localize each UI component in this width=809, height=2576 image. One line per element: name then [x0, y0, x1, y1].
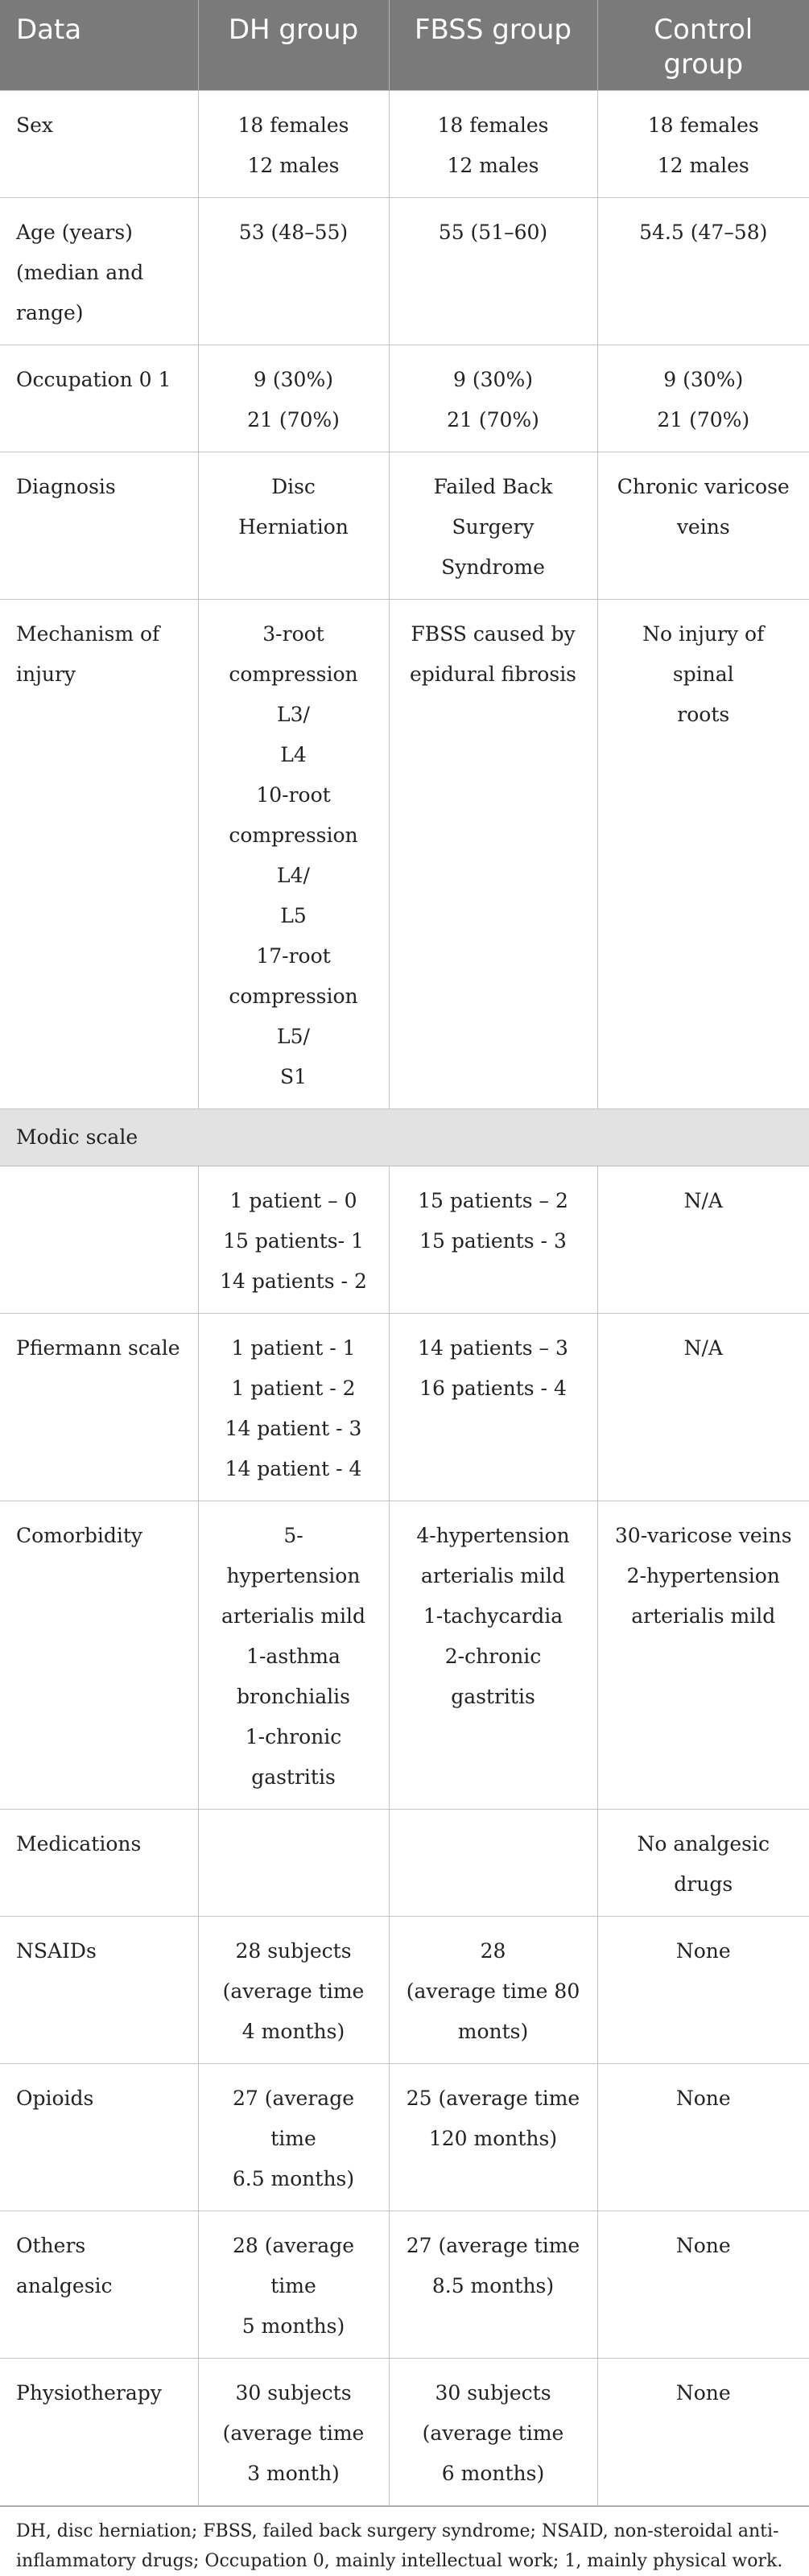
cell-line: S1 — [279, 1064, 308, 1088]
cell-control — [597, 2063, 809, 2211]
cell-control — [597, 1501, 809, 1809]
cell-line: 25 (average time — [406, 2086, 580, 2110]
cell-line: compression L5/ — [229, 984, 358, 1048]
cell-line: 30-varicose veins — [614, 1523, 792, 1547]
cell-label — [0, 1166, 198, 1313]
cell-line: range) — [16, 300, 84, 324]
cell-fbss — [389, 452, 597, 599]
cell-line: None — [675, 2380, 731, 2405]
cell-line: 21 (70%) — [657, 407, 750, 431]
cell-line: 14 patient - 4 — [225, 1456, 362, 1480]
header-dh-group: DH group — [198, 0, 389, 90]
header-data: Data — [0, 0, 198, 90]
cell-control — [597, 1916, 809, 2063]
cell-line: 1 patient - 1 — [231, 1335, 356, 1360]
cell-line: 5 months) — [241, 2314, 345, 2338]
cell-line: roots — [677, 702, 730, 726]
cell-line: 28 subjects — [235, 1938, 352, 1963]
cell-line: FBSS caused by — [411, 621, 576, 646]
cell-line: 14 patient - 3 — [225, 1416, 362, 1440]
cell-line: No analgesic drugs — [637, 1831, 770, 1896]
cell-line: Comorbidity — [16, 1523, 143, 1547]
cell-line: 3 month) — [247, 2461, 340, 2485]
cell-line: (average time — [222, 2421, 365, 2445]
cell-line: 27 (average time — [406, 2233, 580, 2257]
cell-line: 28 (average time — [233, 2233, 354, 2297]
table-row — [0, 1916, 809, 2063]
cell-line: None — [675, 2233, 731, 2257]
cell-line: 21 (70%) — [447, 407, 539, 431]
cell-line: 16 patients - 4 — [419, 1376, 567, 1400]
cell-dh — [198, 599, 389, 1108]
header-row — [0, 0, 809, 90]
cell-dh — [198, 1166, 389, 1313]
cell-line: 30 subjects — [435, 2380, 551, 2405]
cell-line: 10-root — [256, 782, 331, 807]
cell-dh — [198, 2063, 389, 2211]
cell-line: 54.5 (47–58) — [639, 220, 768, 244]
cell-fbss — [389, 90, 597, 197]
cell-line: 3-root — [262, 621, 324, 646]
cell-label — [0, 90, 198, 197]
cell-dh — [198, 197, 389, 345]
cell-line: Sex — [16, 113, 54, 137]
cell-dh — [198, 2358, 389, 2505]
section-row — [0, 1108, 809, 1166]
cell-line: 6.5 months) — [232, 2166, 355, 2190]
cell-line: 9 (30%) — [254, 367, 333, 391]
cell-line: None — [675, 1938, 731, 1963]
cell-control — [597, 2358, 809, 2505]
cell-line: 21 (70%) — [247, 407, 340, 431]
cell-line: arterialis mild — [221, 1604, 366, 1628]
cell-line: Disc Herniation — [238, 474, 349, 539]
header-fbss-group: FBSS group — [389, 0, 597, 90]
cell-label — [0, 2211, 198, 2358]
cell-line: 12 males — [447, 153, 539, 177]
cell-line: 15 patients - 3 — [419, 1228, 567, 1253]
table-row — [0, 452, 809, 599]
cell-dh — [198, 452, 389, 599]
cell-line: NSAIDs — [16, 1938, 97, 1963]
cell-line: Physiotherapy — [16, 2380, 162, 2405]
cell-line: L4 — [280, 742, 307, 766]
cell-label — [0, 1916, 198, 2063]
cell-fbss — [389, 599, 597, 1108]
cell-control — [597, 599, 809, 1108]
cell-label — [0, 2063, 198, 2211]
cell-line: 15 patients – 2 — [418, 1188, 568, 1212]
cell-line: Occupation 0 1 — [16, 367, 171, 391]
cell-line: 12 males — [247, 153, 340, 177]
cell-control — [597, 345, 809, 452]
cell-line: 53 (48–55) — [238, 220, 349, 244]
cell-fbss — [389, 2211, 597, 2358]
cell-label — [0, 197, 198, 345]
cell-line: 4-hypertension — [416, 1523, 570, 1547]
cell-line: 30 subjects — [235, 2380, 352, 2405]
cell-line: veins — [676, 514, 730, 539]
cell-label — [0, 1809, 198, 1916]
table-row — [0, 345, 809, 452]
cell-line: monts) — [457, 2019, 529, 2043]
cell-line: None — [675, 2086, 731, 2110]
cell-control — [597, 452, 809, 599]
cell-line: N/A — [683, 1188, 723, 1212]
cell-line: 1-tachycardia — [423, 1604, 563, 1628]
cell-line: 12 males — [657, 153, 749, 177]
cell-line: Surgery Syndrome — [441, 514, 545, 579]
cell-line: (median and — [16, 260, 144, 284]
cell-control — [597, 1166, 809, 1313]
table-row — [0, 1166, 809, 1313]
cell-line: Age (years) — [16, 220, 133, 244]
cell-line: 14 patients - 2 — [220, 1269, 367, 1293]
cell-line: (average time — [222, 1979, 365, 2003]
cell-line: (average time 80 — [406, 1979, 580, 2003]
cell-dh — [198, 345, 389, 452]
cell-dh — [198, 90, 389, 197]
cell-line: 17-root — [256, 943, 331, 968]
cell-fbss — [389, 1166, 597, 1313]
cell-control — [597, 2211, 809, 2358]
cell-control — [597, 1809, 809, 1916]
cell-label — [0, 1501, 198, 1809]
cell-dh — [198, 1501, 389, 1809]
cell-line: Chronic varicose — [617, 474, 790, 498]
cell-line: 15 patients- 1 — [223, 1228, 364, 1253]
cell-line: 1 patient – 0 — [229, 1188, 357, 1212]
cell-line: 28 — [480, 1938, 506, 1963]
cell-line: 18 females — [237, 113, 349, 137]
cell-line: analgesic — [16, 2273, 113, 2297]
cell-line: Others — [16, 2233, 86, 2257]
cell-fbss — [389, 1313, 597, 1501]
cell-line: Pfiermann scale — [16, 1335, 180, 1360]
table-row — [0, 2211, 809, 2358]
cell-label — [0, 345, 198, 452]
cell-line: 6 months) — [441, 2461, 545, 2485]
cell-line: arterialis mild — [420, 1563, 566, 1587]
cell-line: Mechanism of — [16, 621, 160, 646]
cell-line: gastritis — [251, 1765, 336, 1789]
cell-fbss — [389, 2358, 597, 2505]
cell-line: compression L3/ — [229, 662, 358, 726]
cell-line: 1-asthma — [246, 1644, 341, 1668]
cell-line: 9 (30%) — [453, 367, 533, 391]
cell-line: 1 patient - 2 — [231, 1376, 356, 1400]
cell-line: Opioids — [16, 2086, 94, 2110]
cell-control — [597, 197, 809, 345]
cell-line: 2-hypertension — [626, 1563, 780, 1587]
cell-line: Diagnosis — [16, 474, 116, 498]
cell-line: 14 patients – 3 — [418, 1335, 568, 1360]
cell-line: arterialis mild — [631, 1604, 776, 1628]
cell-label — [0, 599, 198, 1108]
table-header — [0, 0, 809, 90]
cell-line: 1-chronic — [245, 1724, 342, 1748]
cell-line: No injury of spinal — [642, 621, 765, 686]
table-row — [0, 1501, 809, 1809]
cell-line: compression L4/ — [229, 823, 358, 887]
table-body — [0, 90, 809, 2505]
cell-dh — [198, 2211, 389, 2358]
cell-dh — [198, 1916, 389, 2063]
cell-line: 8.5 months) — [431, 2273, 555, 2297]
cell-line: 27 (average time — [233, 2086, 354, 2150]
cell-fbss — [389, 1501, 597, 1809]
cell-dh — [198, 1313, 389, 1501]
cell-line: 55 (51–60) — [438, 220, 548, 244]
cell-line: 2-chronic gastritis — [444, 1644, 542, 1708]
cell-fbss — [389, 1916, 597, 2063]
table-footnote: DH, disc herniation; FBSS, failed back surgery syndrome; NSAID, non-steroidal anti-inflammatory drugs; Occupation 0, mainly intellectual work; 1, mainly physical work. — [0, 2506, 809, 2576]
cell-line: 4 months) — [241, 2019, 345, 2043]
cell-dh — [198, 1809, 389, 1916]
cell-line: Failed Back — [433, 474, 553, 498]
table-row — [0, 1313, 809, 1501]
table-row — [0, 1809, 809, 1916]
cell-line: epidural fibrosis — [409, 662, 577, 686]
cell-line: 9 (30%) — [663, 367, 744, 391]
cell-line: Medications — [16, 1831, 142, 1856]
table-row — [0, 197, 809, 345]
cell-fbss — [389, 197, 597, 345]
section-title: Modic scale — [0, 1108, 809, 1166]
cell-line: N/A — [683, 1335, 723, 1360]
cell-line: 120 months) — [428, 2126, 558, 2150]
header-control-group: Control group — [597, 0, 809, 90]
cell-fbss — [389, 345, 597, 452]
cell-label — [0, 452, 198, 599]
cell-line: bronchialis — [237, 1684, 350, 1708]
table-row — [0, 90, 809, 197]
cell-line: injury — [16, 662, 76, 686]
cell-label — [0, 2358, 198, 2505]
table-row — [0, 599, 809, 1108]
cell-line: L5 — [280, 903, 307, 927]
cell-fbss — [389, 2063, 597, 2211]
cell-control — [597, 90, 809, 197]
cell-fbss — [389, 1809, 597, 1916]
cell-line: 5- hypertension — [226, 1523, 361, 1587]
table-row — [0, 2358, 809, 2505]
cell-label — [0, 1313, 198, 1501]
cell-line: 18 females — [437, 113, 549, 137]
cell-line: (average time — [422, 2421, 564, 2445]
cell-line: 18 females — [647, 113, 759, 137]
table-row — [0, 2063, 809, 2211]
cell-control — [597, 1313, 809, 1501]
